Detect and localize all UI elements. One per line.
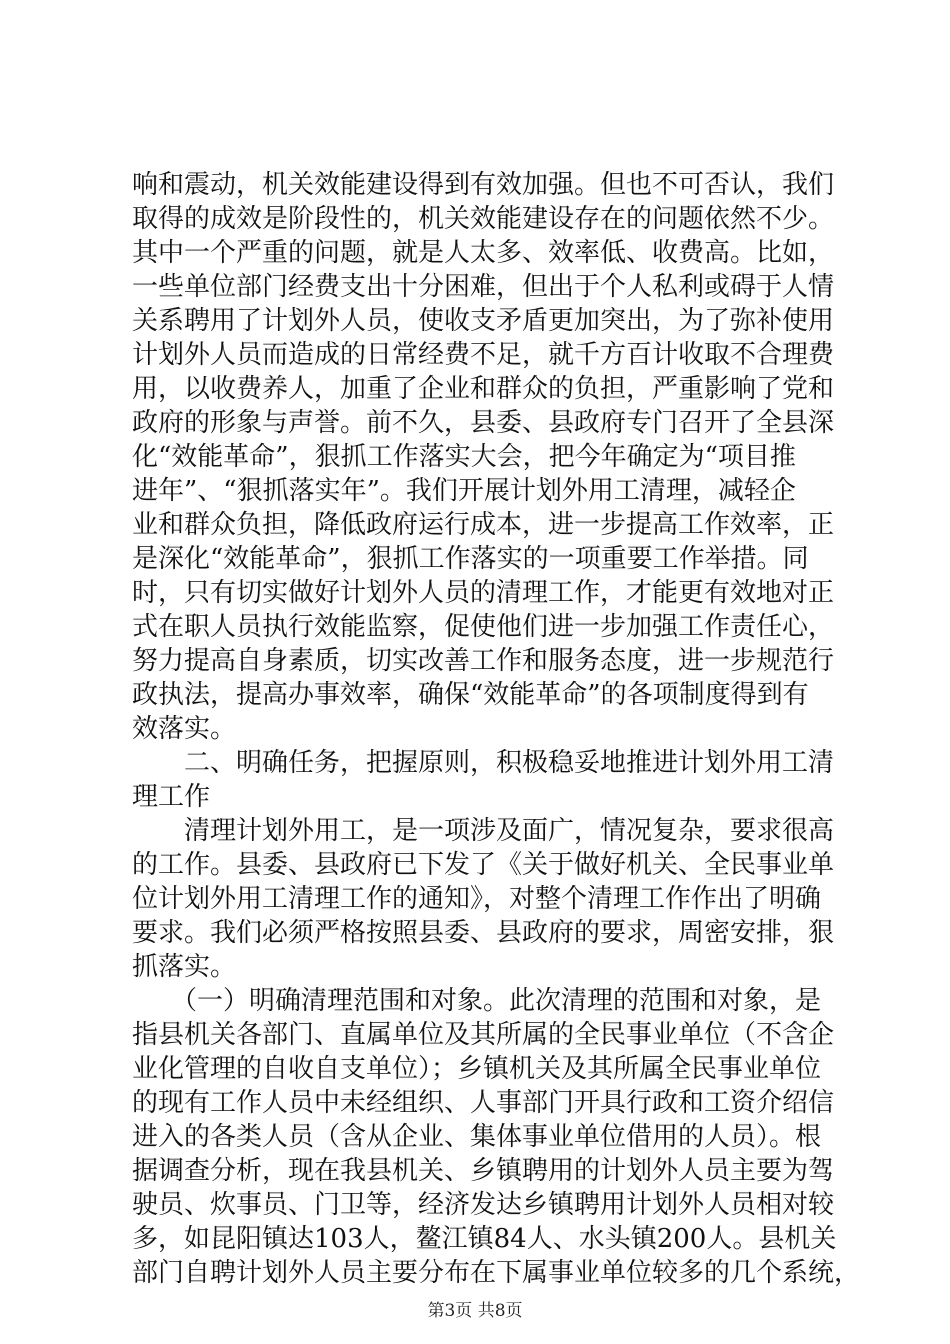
body-text-line: 响和震动，机关效能建设得到有效加强。但也不可否认，我们 [132,170,835,200]
body-text-line: 业和群众负担，降低政府运行成本，进一步提高工作效率，正 [132,510,835,540]
body-text-line: 时，只有切实做好计划外人员的清理工作，才能更有效地对正 [132,578,835,608]
body-text-line: 进入的各类人员（含从企业、集体事业单位借用的人员）。根 [132,1122,822,1152]
body-text-line: 效落实。 [132,714,237,744]
body-text-line: 驶员、炊事员、门卫等，经济发达乡镇聘用计划外人员相对较 [132,1190,835,1220]
body-text-line: 化“效能革命”，狠抓工作落实大会，把今年确定为“项目推 [132,442,796,472]
body-text-line: 据调查分析，现在我县机关、乡镇聘用的计划外人员主要为驾 [132,1156,835,1186]
section-heading-line: 理工作 [132,782,211,812]
body-text-line: （一）明确清理范围和对象。此次清理的范围和对象，是 [132,986,822,1016]
body-text-line: 指县机关各部门、直属单位及其所属的全民事业单位（不含企 [132,1020,835,1050]
body-text-line: 政府的形象与声誉。前不久，县委、县政府专门召开了全县深 [132,408,835,438]
body-text-line: 业化管理的自收自支单位）；乡镇机关及其所属全民事业单位 [132,1054,822,1084]
body-text-line: 计划外人员而造成的日常经费不足，就千方百计收取不合理费 [132,340,835,370]
body-text-line: 一些单位部门经费支出十分困难，但出于个人私利或碍于人情 [132,272,835,302]
body-text-line: 的现有工作人员中未经组织、人事部门开具行政和工资介绍信 [132,1088,835,1118]
body-text-line: 进年”、“狠抓落实年”。我们开展计划外用工清理，减轻企 [132,476,796,506]
page-footer: 第3页 共8页 [427,1301,523,1321]
body-text-line: 的工作。县委、县政府已下发了《关于做好机关、全民事业单 [132,850,835,880]
body-text-line: 抓落实。 [132,952,237,982]
body-text-line: 部门自聘计划外人员主要分布在下属事业单位较多的几个系统， [132,1258,861,1288]
body-text-line: 清理计划外用工，是一项涉及面广，情况复杂，要求很高 [132,816,835,846]
body-text-line: 政执法，提高办事效率，确保“效能革命”的各项制度得到有 [132,680,809,710]
body-text-line: 式在职人员执行效能监察，促使他们进一步加强工作责任心， [132,612,835,642]
body-text-line: 用，以收费养人，加重了企业和群众的负担，严重影响了党和 [132,374,835,404]
body-text-line: 是深化“效能革命”，狠抓工作落实的一项重要工作举措。同 [132,544,809,574]
body-text-line: 要求。我们必须严格按照县委、县政府的要求，周密安排，狠 [132,918,835,948]
body-text-line: 位计划外用工清理工作的通知》，对整个清理工作作出了明确 [132,884,822,914]
body-text-line: 其中一个严重的问题，就是人太多、效率低、收费高。比如， [132,238,835,268]
body-text-line: 努力提高自身素质，切实改善工作和服务态度，进一步规范行 [132,646,835,676]
section-heading-line: 二、明确任务，把握原则，积极稳妥地推进计划外用工清 [132,748,835,778]
body-text-line: 关系聘用了计划外人员，使收支矛盾更加突出，为了弥补使用 [132,306,835,336]
body-text-line: 取得的成效是阶段性的，机关效能建设存在的问题依然不少。 [132,204,835,234]
body-text-line: 多，如昆阳镇达103人，鳌江镇84人、水头镇200人。县机关 [132,1224,837,1254]
